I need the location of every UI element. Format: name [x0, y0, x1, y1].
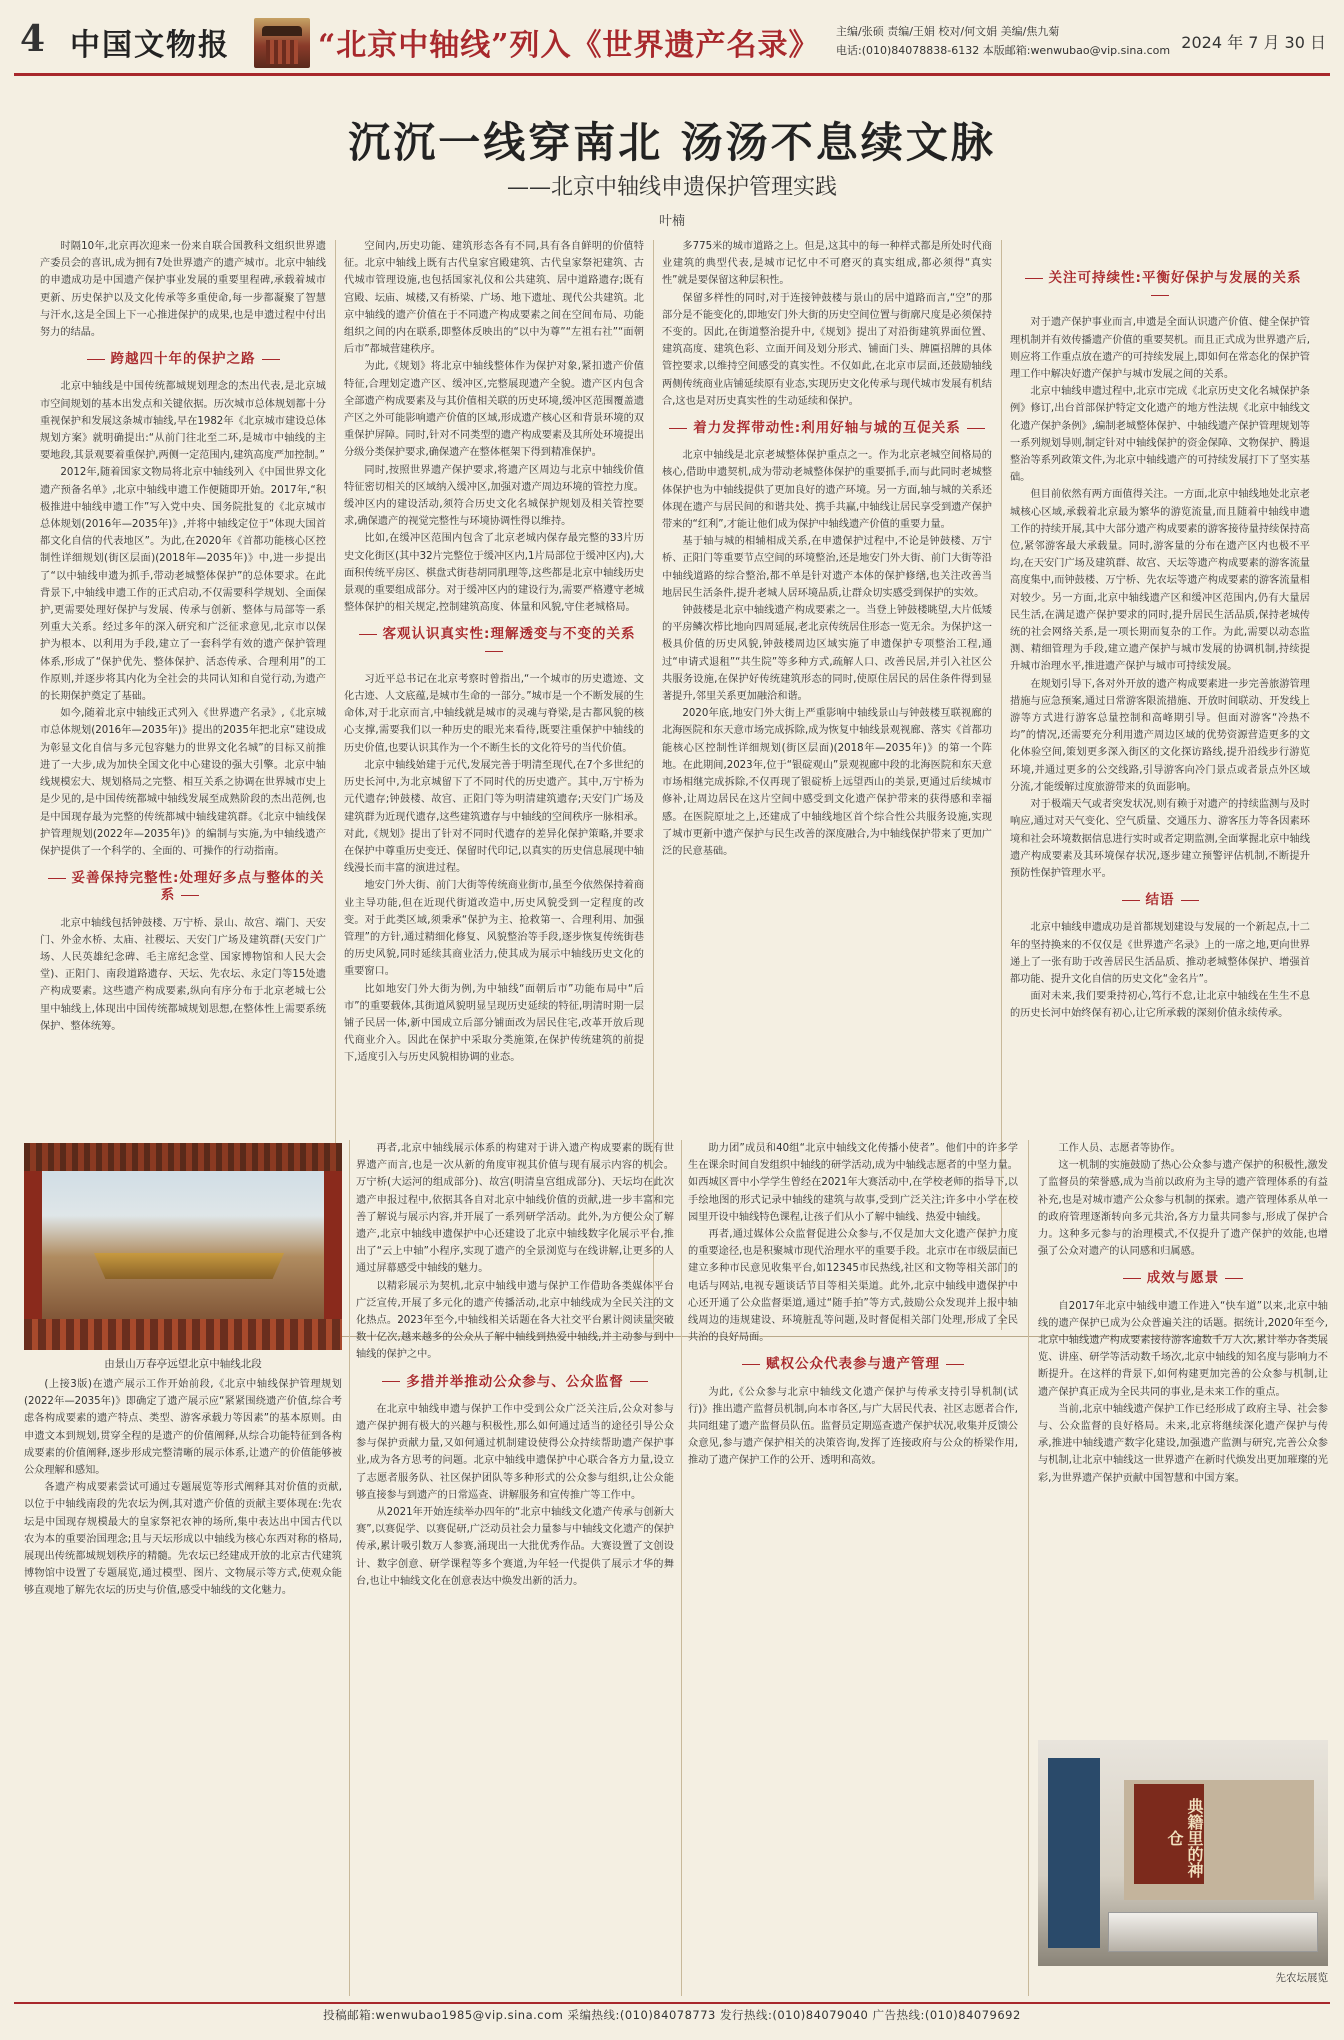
section-heading: 妥善保持完整性:处理好多点与整体的关系: [40, 870, 326, 904]
paragraph: 为此,《规划》将北京中轴线整体作为保护对象,紧扣遗产价值特征,合理划定遗产区、缓冲区,完整展现遗产全貌。遗产区内包含全部遗产构成要素及与其价值相关联的历史环境,缓冲区范围覆盖遗产区之外可能影响遗产价值的区域,形成遗产核心区和背景环境的双重保护屏障。同时,针对不同类型的遗产构成要素及其所处环境提出分级分类保护要求,确保遗产在整体框架下得到精准保护。: [344, 361, 644, 459]
paragraph: 北京中轴线申遗成功是首都规划建设与发展的一个新起点,十二年的坚持换来的不仅仅是《世界遗产名录》上的一席之地,更向世界递上了一张有助于改善居民生活品质、推动老城整体保护、增强首都功能、提升文化自信的历史文化“金名片”。: [1010, 922, 1310, 985]
editors-info: [836, 22, 1170, 60]
paragraph: 北京中轴线申遗过程中,北京市完成《北京历史文化名城保护条例》修订,出台首部保护特定文化遗产的地方性法规《北京中轴线文化遗产保护条例》,编制老城整体保护、中轴线遗产保护管理规划等一系列规划导则,制定针对中轴线保护的资金保障、文物保护、腾退整治等系列政策文件,为北京中轴线遗产的可持续发展打下了坚实基础。: [1010, 386, 1310, 484]
article-title: 沉沉一线穿南北 汤汤不息续文脉: [348, 118, 996, 167]
paragraph: 钟鼓楼是北京中轴线遗产构成要素之一。当登上钟鼓楼眺望,大片低矮的平房鳞次栉比地向四周延展,老北京传统居住形态一览无余。为保护这一极具价值的历史风貌,钟鼓楼周边区域实施了申遗保护专项整治工程,通过“申请式退租”“共生院”等多种方式,疏解人口、改善民居,并引入社区公共服务设施,在保护好传统建筑形态的同时,使原住居民的居住条件得到显著提升,邻里关系更加融洽和谐。: [662, 605, 992, 703]
article-author: 叶楠: [658, 214, 685, 229]
column-divider: [681, 1140, 682, 1996]
paragraph: 从2021年开始连续举办四年的“北京中轴线文化遗产传承与创新大赛”,以赛促学、以赛促研,广泛动员社会力量参与中轴线文化遗产的保护传承,累计吸引数万人参赛,涌现出一大批优秀作品。大赛设置了文创设计、数字创意、研学课程等多个赛道,为年轻一代提供了展示才华的舞台,也让中轴线文化在创意表达中焕发出新的活力。: [356, 1507, 674, 1587]
paragraph: 在北京中轴线申遗与保护工作中受到公众广泛关注后,公众对参与遗产保护拥有极大的兴趣与积极性,那么如何通过适当的途径引导公众参与保护贡献力量,又如何通过机制建设使得公众持续帮助遗产保护事业,成为各方思考的问题。北京中轴线申遗保护中心联合各方力量,设立了志愿者服务队、社区保护团队等多种形式的公众参与组织,让公众能够直接参与到遗产的日常巡查、讲解服务和宣传推广等工作中。: [356, 1403, 674, 1501]
paragraph: 地安门外大街、前门大街等传统商业街市,虽至今依然保持着商业主导功能,但在近现代街道改造中,历史风貌受到一定程度的改变。对于此类区域,须秉承“保护为主、抢救第一、合理利用、加强管理”的方针,通过精细化修复、风貌整治等手段,逐步恢复传统街巷的历史风貌,同时延续其商业活力,使其成为展示中轴线历史文化的重要窗口。: [344, 880, 644, 978]
column-b2: [356, 1140, 674, 1996]
column-divider: [1028, 1140, 1029, 1996]
paragraph: 比如地安门外大街为例,为中轴线“面朝后市”功能布局中“后市”的重要载体,其街道风貌明显呈现历史延续的特征,明清时期一层铺子民居一体,新中国成立后部分铺面改为居民住宅,改革开放后现代商业介入。因此在保护中采取分类施策,在保护传统建筑的前提下,适度引入与历史风貌相协调的业态。: [344, 983, 644, 1064]
paragraph: 对于极端天气或者突发状况,则有赖于对遗产的持续监测与及时响应,通过对天气变化、空气质量、交通压力、游客压力等各因素环境和社会环境数据信息进行实时或者定期监测,全面掌握北京中轴线遗产构成要素及其环境保存状况,逐步建立预警评估机制,不断提升预防性保护管理水平。: [1010, 799, 1310, 879]
paragraph: 同时,按照世界遗产保护要求,将遗产区周边与北京中轴线价值特征密切相关的区域纳入缓冲区,加强对遗产周边环境的管控力度。缓冲区内的建设活动,须符合历史文化名城保护规划及相关管控要求,确保遗产的视觉完整性与环境协调性得以维持。: [344, 464, 644, 528]
paragraph: 如今,随着北京中轴线正式列入《世界遗产名录》,《北京城市总体规划(2016年—2035年)》提出的2035年把北京“建设成为彰显文化自信与多元包容魅力的世界文化名城”的目标又前推进了一大步,成为加快全国文化中心建设的强大引擎。北京中轴线规模宏大、规划格局之完整、相互关系之协调在世界城市史上是少见的,是中国传统都城中轴线发展至成熟阶段的杰出范例,也是中国现存最为完整的传统都城中轴线建筑群。《北京中轴线保护管理规划(2022年—2035年)》的编制与实施,为中轴线遗产保护提供了一个科学的、全面的、可操作的行动指南。: [40, 708, 326, 857]
paragraph: 保留多样性的同时,对于连接钟鼓楼与景山的居中道路而言,“空”的那部分是不能变化的,即地安门外大街的历史空间位置与街廓尺度是必须保持不变的。因此,在街道整治提升中,《规划》提出了对沿街建筑界面位置、建筑高度、建筑色彩、立面开间及划分形式、铺面门头、牌匾招牌的具体管控要求,以维持空间感受的真实性。不仅如此,在北京市层面,还鼓励轴线两侧传统商业店铺延续原有业态,实现历史文化传承与现代城市发展有机结合,这也是对历史真实性的生动延续和保护。: [662, 292, 992, 407]
photo-xiannongtan-exhibition: [1038, 1740, 1328, 1966]
paragraph: 在规划引导下,各对外开放的遗产构成要素进一步完善旅游管理措施与应急预案,通过日常游客限流措施、开放时间联动、开发线上游等方式进行游客总量控制和高峰期引导。但面对游客“冷热不均”的情况,还需要充分利用遗产周边区域的优势资源营造更多的文化体验空间,策划更多深入街区的文化探访路线,提升沿线步行游览环境,并通过更多的公交线路,引导游客向冷门景点或者景点外区域分流,才能缓解过度旅游带来的负面影响。: [1010, 678, 1310, 793]
paragraph: 再者,通过媒体公众监督促进公众参与,不仅是加大文化遗产保护力度的重要途径,也是积聚城市现代治理水平的重要手段。北京市在市级层面已建立多种市民意见收集平台,如12345市民热线,社区和文物等相关部门的电话与网站,电视专题谈话节目等相关渠道。此外,北京中轴线申遗保护中心还开通了公众监督渠道,通过“随手拍”等方式,鼓励公众发现并上报中轴线周边的违规建设、环境脏乱等问题,及时督促相关部门处理,形成了全民共治的良好局面。: [688, 1229, 1018, 1344]
paragraph: 北京中轴线始建于元代,发展完善于明清至现代,在7个多世纪的历史长河中,为北京城留下了不同时代的历史遗产。其中,万宁桥为元代遗存;钟鼓楼、故宫、正阳门等为明清建筑遗存;天安门广场及建筑群为近现代遗存,这些建筑遗存与中轴线的空间秩序一脉相承。对此,《规划》提出了针对不同时代遗存的差异化保护策略,并要求在保护中尊重历史变迁、保留时代印记,以真实的历史信息展现中轴线漫长而丰富的演进过程。: [344, 759, 644, 875]
article-subtitle: ——北京中轴线申遗保护管理实践: [506, 175, 837, 200]
publication-date: 2024 年 7 月 30 日: [1181, 33, 1326, 52]
section-heading: 着力发挥带动性:利用好轴与城的互促关系: [662, 420, 992, 437]
paragraph: 北京中轴线是北京老城整体保护重点之一。作为北京老城空间格局的核心,借助申遗契机,成为带动老城整体保护的重要抓手,而与此同时老城整体保护也为中轴线提供了更加良好的遗产环境。另一方面,轴与城的关系还体现在遗产与居民间的和谐共处、携手共赢,中轴线让居民享受到遗产保护带来的“红利”,才能让他们成为保护中轴线遗产价值的重要力量。: [662, 450, 992, 531]
paragraph: 习近平总书记在北京考察时曾指出,“一个城市的历史遗迹、文化古迹、人文底蕴,是城市生命的一部分。”城市是一个不断发展的生命体,对于北京而言,中轴线就是城市的灵魂与脊梁,是古都风貌的核心支撑,需要我们以一种历史的眼光来看待,既要注重保护中轴线的历史价值,也要认识其作为一个不断生长的文化符号的当代价值。: [344, 673, 644, 754]
paragraph: 基于轴与城的相辅相成关系,在申遗保护过程中,不论是钟鼓楼、万宁桥、正阳门等重要节点空间的环境整治,还是地安门外大街、前门大街等沿中轴线道路的综合整治,都不单是针对遗产本体的保护修缮,也关注改善当地居民生活条件,提升老城人居环境品质,让群众切实感受到保护的实效。: [662, 536, 992, 599]
photo-roof: [94, 1253, 284, 1279]
footer-contacts: 投稿邮箱:wenwubao1985@vip.sina.com 采编热线:(010)84078773 发行热线:(010)84079040 广告热线:(010)84079692: [14, 2002, 1330, 2024]
photo-caption: 由景山万春亭远望北京中轴线北段: [104, 1358, 262, 1370]
paper-name: 中国文物报: [70, 28, 230, 63]
photo-eave: [24, 1143, 342, 1171]
paragraph: 北京中轴线包括钟鼓楼、万宁桥、景山、故宫、端门、天安门、外金水桥、太庙、社稷坛、天安门广场及建筑群(天安门广场、人民英雄纪念碑、毛主席纪念堂、国家博物馆和人民大会堂)、正阳门、南段道路遗存、天坛、先农坛、永定门等15处遗产构成要素。这些遗产构成要素,纵向有序分布于北京老城七公里中轴线上,体现出中国传统都城规划思想,在整体性上需要系统保护、整体统筹。: [40, 917, 326, 1032]
column-b1: [24, 1376, 342, 1996]
paragraph: 这一机制的实施鼓励了热心公众参与遗产保护的积极性,激发了监督员的荣誉感,成为当前以政府为主导的遗产管理体系的有益补充,也是对城市遗产公众参与机制的探索。遗产管理体系从单一的政府管理逐渐转向多元共治,各方力量共同参与,形成了保护合力。这种多元参与的治理模式,不仅提升了遗产保护的效能,也增强了公众对遗产的认同感和归属感。: [1038, 1160, 1328, 1258]
paragraph: 2020年底,地安门外大街上严重影响中轴线景山与钟鼓楼互联视廊的北海医院和东天意市场完成拆除,成为恢复中轴线景观视廊、落实《首都功能核心区控制性详细规划(街区层面)(2018年—2035年)》的第一个阵地。在此期间,2023年,位于“银碇观山”景观视廊中段的北海医院和东天意市场相继完成拆除,不仅再现了银碇桥上远望西山的美景,更通过后续城市修补,让周边居民在这片空间中感受到文化遗产保护带来的获得感和幸福感。在医院原址之上,还建成了中轴线地区首个综合性公共服务设施,实现了城市更新中遗产保护与民生改善的深度融合,为中轴线保护带来了更加广泛的民意基础。: [662, 708, 992, 857]
editors-line: 主编/张硕 责编/王娟 校对/何文娟 美编/焦九菊: [836, 25, 1060, 38]
contact-line: 电话:(010)84078838-6132 本版邮箱:wenwubao@vip.sina.com: [836, 44, 1171, 57]
paragraph: 再者,北京中轴线展示体系的构建对于讲入遗产构成要素的既有世界遗产而言,也是一次从新的角度审视其价值与现有展示内容的机会。万宁桥(大运河的组成部分)、故宫(明清皇宫组成部分)、天坛均在此次遗产申报过程中,依据其各自对北京中轴线价值的贡献,进一步丰富和完善了解说与展示内容,并开展了一系列研学活动。此外,为方便公众了解遗产,北京中轴线申遗保护中心还建设了北京中轴线数字化展示平台,推出了“云上中轴”小程序,实现了遗产的全景浏览与在线讲解,让更多的人通过屏幕感受中轴线的魅力。: [356, 1143, 674, 1275]
paragraph: 空间内,历史功能、建筑形态各有不同,具有各自鲜明的价值特征。北京中轴线上既有古代皇家宫殿建筑、古代皇家祭祀建筑、古代城市管理设施,也包括国家礼仪和公共建筑、居中道路遗存;既有宫殿、坛庙、城楼,又有桥梁、广场、地下遗址、现代公共建筑。北京中轴线的遗产价值在于不同遗产构成要素之间在空间布局、功能组织之间的内在联系,即整体反映出的“以中为尊”“左祖右社”“面朝后市”都城营建秩序。: [344, 241, 644, 356]
paragraph: 但目前依然有两方面值得关注。一方面,北京中轴线地处北京老城核心区域,承载着北京最为繁华的游览流量,而且随着中轴线申遗工作的持续开展,其中大部分遗产构成要素的游客接待量持续保持高位,紧邻游客最大承载量。同时,游客量的分布在遗产区内也极不平均,在天安门广场及建筑群、故宫、天坛等遗产构成要素的游客流量高度集中,而钟鼓楼、万宁桥、先农坛等遗产构成要素的游客流量相对较少。另一方面,北京中轴线遗产区和缓冲区范围内,仍有大量居民生活,在满足遗产保护要求的同时,提升居民生活品质,保持老城传统的社会网络关系,是一项长期而复杂的工作。为此,需要以动态监测、精细管理为手段,建立遗产保护与城市发展的协调机制,持续提升城市治理水平,推进遗产保护与城市可持续发展。: [1010, 489, 1310, 673]
paragraph: 北京中轴线是中国传统都城规划理念的杰出代表,是北京城市空间规划的基本出发点和关键依据。历次城市总体规划都十分重视保护和发展这条城市轴线,早在1982年《北京城市建设总体规划方案》就明确提出:“从前门往北至二环,是城市中轴线的主要地段,其景观要着重保护,两侧一定范围内,建筑高度严加控制。”: [40, 381, 326, 462]
photo-caption: 先农坛展览: [1275, 1972, 1328, 1984]
section-heading: 赋权公众代表参与遗产管理: [688, 1356, 1018, 1373]
section-heading: 关注可持续性:平衡好保护与发展的关系: [1010, 270, 1310, 304]
paragraph: 比如,在缓冲区范围内包含了北京老城内保存最完整的33片历史文化街区(其中32片完整位于缓冲区内,1片局部位于缓冲区内),大面积传统平房区、棋盘式街巷胡同肌理等,这些都是北京中轴线历史景观的重要组成部分。对于缓冲区内的建设行为,需要严格遵守老城整体保护的相关规定,控制建筑高度、体量和风貌,守住老城格局。: [344, 533, 644, 614]
pavilion-icon: [254, 18, 310, 68]
paragraph: 各遗产构成要素尝试可通过专题展览等形式阐释其对价值的贡献,以位于中轴线南段的先农坛为例,其对遗产价值的贡献主要体现在:先农坛是中国现存规模最大的皇家祭祀农神的场所,集中表达出中国古代以农为本的重要治国理念;且与天坛形成以中轴线为核心东西对称的格局,展现出传统都城规划秩序的精髓。先农坛已经建成开放的北京古代建筑博物馆中设置了专题展览,通过模型、图片、文物展示等方式,使观众能够直观地了解先农坛的历史与价值,感受中轴线的文化魅力。: [24, 1482, 342, 1597]
paragraph: 多775米的城市道路之上。但是,这其中的每一种样式都是所处时代商业建筑的典型代表,是城市记忆中不可磨灭的真实组成,都必须得“真实性”就是要保留这种层积性。: [662, 241, 992, 287]
column-b4: [1038, 1140, 1328, 1734]
paragraph: 工作人员、志愿者等协作。: [1058, 1143, 1181, 1154]
exhibition-title: 典籍里的神仓: [1134, 1784, 1204, 1884]
section-heading: 客观认识真实性:理解透变与不变的关系: [344, 626, 644, 660]
photo-railing: [24, 1319, 342, 1350]
masthead: [14, 14, 1330, 76]
photo-showcase: [1108, 1912, 1318, 1952]
column-b3: [688, 1140, 1018, 1996]
section-heading: 多措并举推动公众参与、公众监督: [356, 1374, 674, 1391]
page-topic: “北京中轴线”列入《世界遗产名录》: [318, 28, 820, 63]
photo-board: [1048, 1758, 1100, 1948]
paragraph: 对于遗产保护事业而言,申遗是全面认识遗产价值、健全保护管理机制并有效传播遗产价值的重要契机。而且正式成为世界遗产后,则应将工作重点放在遗产的可持续发展上,即如何在常态化的保护管理工作中解决好遗产保护与城市发展之间的关系。: [1010, 317, 1310, 381]
section-heading: 结语: [1010, 892, 1310, 909]
paragraph: 时隔10年,北京再次迎来一份来自联合国教科文组织世界遗产委员会的喜讯,成为拥有7处世界遗产的遗产城市。北京中轴线的申遗成功是中国遗产保护事业发展的重要里程碑,承载着城市更新、历史保护以及文化传承等多重使命,每一步都凝聚了智慧与汗水,这是全国上下一心推进保护的成果,也是申遗过程中付出努力的结晶。: [40, 241, 326, 339]
section-heading: 成效与愿景: [1038, 1270, 1328, 1287]
paragraph: 当前,北京中轴线遗产保护工作已经形成了政府主导、社会参与、公众监督的良好格局。未来,北京将继续深化遗产保护与传承,推进中轴线遗产数字化建设,加强遗产监测与研究,完善公众参与机制,让北京中轴线这一世界遗产在新时代焕发出更加璀璨的光彩,为世界遗产保护贡献中国智慧和中国方案。: [1038, 1403, 1328, 1484]
paragraph: 以精彩展示为契机,北京中轴线申遗与保护工作借助各类媒体平台广泛宣传,开展了多元化的遗产传播活动,北京中轴线成为全民关注的文化热点。2023年至今,中轴线相关话题在各大社交平台累计阅读量突破数十亿次,越来越多的公众从了解中轴线到热爱中轴线,并主动参与到中轴线的保护之中。: [356, 1280, 674, 1361]
section-heading: 跨越四十年的保护之路: [40, 351, 326, 368]
column-divider: [349, 1140, 350, 1996]
paragraph: 为此,《公众参与北京中轴线文化遗产保护与传承支持引导机制(试行)》推出遗产监督员机制,向本市各区,与广大居民代表、社区志愿者合作,共同组建了遗产监督员队伍。监督员定期巡查遗产保护状况,收集并反馈公众意见,参与遗产保护相关的决策咨询,发挥了连接政府与公众的桥梁作用,推动了遗产保护工作的公开、透明和高效。: [688, 1386, 1018, 1467]
paragraph: 2012年,随着国家文物局将北京中轴线列入《中国世界文化遗产预备名单》,北京中轴线申遗工作便随即开始。2017年,“积极推进中轴线申遗工作”写入党中央、国务院批复的《北京城市总体规划(2016年—2035年)》,并将中轴线定位于“体现大国首都文化自信的代表地区”。为此,在2020年《首都功能核心区控制性详细规划(街区层面)(2018年—2035年)》中,进一步提出了“以中轴线申遗为抓手,带动老城整体保护”的总体要求。在此背景下,中轴线申遗工作的正式启动,不仅需要科学规划、全面保护,更需要处理好保护与发展、传承与创新、整体与局部等一系列重大关系。经过多年的深入研究和广泛征求意见,北京市以保护为根本、以利用为手段,建立了一套科学有效的遗产保护管理体系,形成了“保护优先、整体保护、活态传承、合理利用”的工作原则,并逐步将其内化为全社会的共同认知和自觉行动,为遗产的长期保护奠定了基础。: [40, 467, 326, 703]
paragraph: 自2017年北京中轴线申遗工作进入“快车道”以来,北京中轴线的遗产保护已成为公众普遍关注的话题。据统计,2020年至今,北京中轴线遗产构成要素接待游客逾数千万人次,累计举办各类展览、讲座、研学等活动数千场次,北京中轴线的知名度与影响力不断提升。在这样的背景下,如何构建更加完善的公众参与机制,让遗产保护真正成为全民共同的事业,是未来工作的重点。: [1038, 1300, 1328, 1398]
paragraph: 面对未来,我们要秉持初心,笃行不怠,让北京中轴线在生生不息的历史长河中始终保有初心,让它所承载的深刻价值永续传承。: [1010, 991, 1310, 1020]
paragraph: (上接3版)在遗产展示工作开始前段,《北京中轴线保护管理规划(2022年—2035年)》即确定了遗产展示应“紧紧围绕遗产价值,综合考虑各构成要素的遗产特点、类型、游客承载力等因素”的基本原则。由申遗文本到规划,贯穿全程的是遗产的价值阐释,从综合功能特征到各构成要素的价值阐释,逐步形成完整清晰的展示体系,让遗产的价值能够被公众理解和感知。: [24, 1379, 342, 1477]
page-number: 4: [20, 18, 46, 60]
photo-jingshan-view: [24, 1143, 342, 1350]
paragraph: 助力团”成员和40组“北京中轴线文化传播小使者”。他们中的许多学生在课余时间自发组织中轴线的研学活动,成为中轴线志愿者的中坚力量。如西城区晋中小学学生曾经在2021年大赛活动中,在学校老师的指导下,以手绘地图的形式记录中轴线的建筑与故事,受到广泛关注;许多中小学在校园里开设中轴线特色课程,让孩子们从小了解中轴线、热爱中轴线。: [688, 1143, 1018, 1223]
